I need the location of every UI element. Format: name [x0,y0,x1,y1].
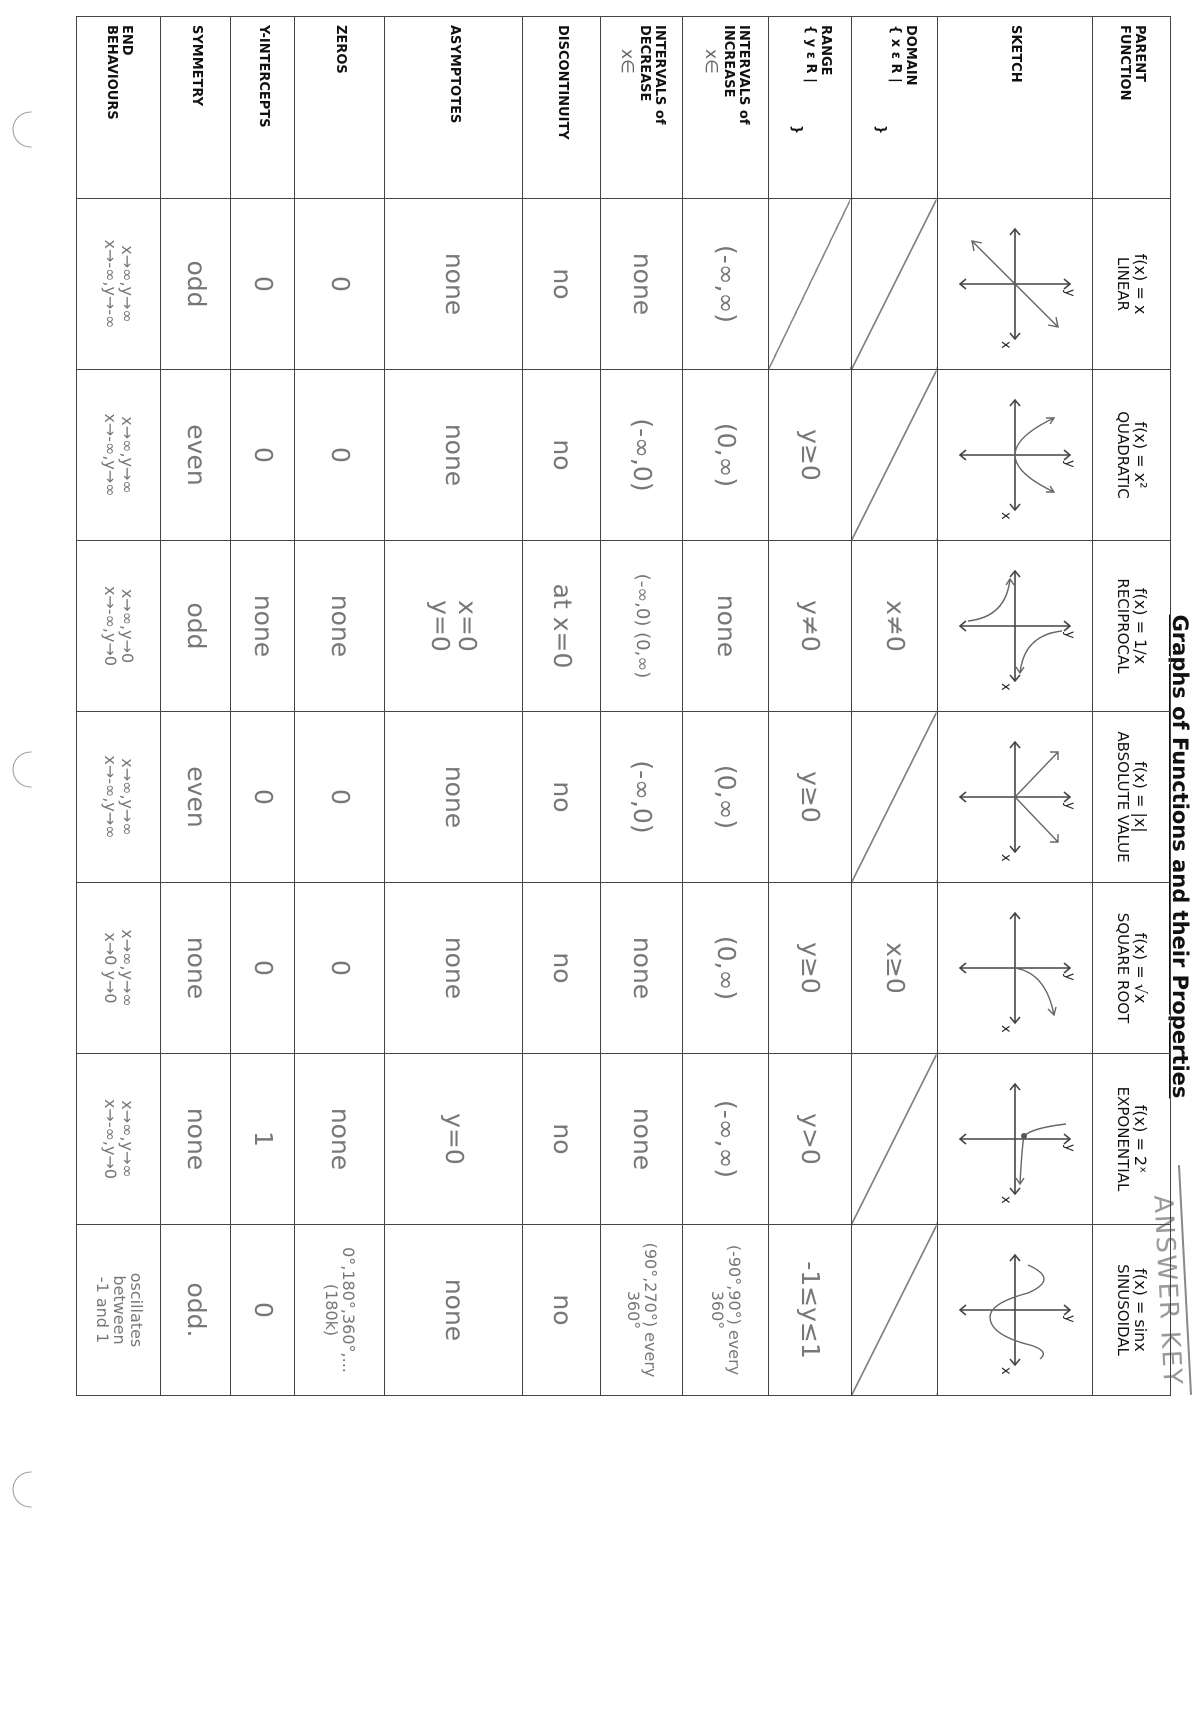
hole-punch-mark [13,112,32,148]
domain-row [852,17,938,1396]
decrease-cell: none [601,199,683,370]
domain-cell [852,199,938,370]
decrease-sin-text: (90°,270°) every 360° [624,1242,661,1378]
row-label-y-intercepts: Y-INTERCEPTS [231,17,295,199]
end-label-2: BEHAVIOURS [104,25,120,120]
range-cell: y≥0 [769,370,852,541]
domain-cell [852,712,938,883]
end-cell [77,541,161,712]
col-name: EXPONENTIAL [1113,1086,1132,1192]
discontinuity-cell: no [523,883,601,1054]
end-cell [77,370,161,541]
y-intercept-cell: 0 [231,883,295,1054]
asymptotes-recip-text: x=0 y=0 [426,600,482,652]
domain-close: } [873,125,889,135]
zeros-cell: 0 [295,712,385,883]
col-formula: f(x) = 2ˣ [1131,1104,1151,1174]
col-name: RECIPROCAL [1113,578,1132,674]
col-name: LINEAR [1113,256,1132,312]
end-line: x→∞,y→∞ [118,929,138,1007]
col-header-reciprocal [1093,541,1171,712]
end-cell [77,1054,161,1225]
decrease-cell [601,1225,683,1396]
symmetry-cell: odd [161,199,231,370]
range-cell [769,199,852,370]
end-line: -1 and 1 [93,1276,113,1344]
symmetry-cell: none [161,1054,231,1225]
x-axis-label: x [998,512,1013,520]
domain-cell [852,370,938,541]
col-formula: f(x) = sinx [1131,1268,1151,1352]
col-name: SINUSOIDAL [1113,1264,1132,1356]
asymptotes-cell: none [385,370,523,541]
col-header-sinusoidal [1093,1225,1171,1396]
col-header-quadratic [1093,370,1171,541]
y-intercept-cell: 0 [231,370,295,541]
decrease-recip-text: (-∞,0) (0,∞) [631,573,653,679]
range-set: { y ε R | [803,25,819,83]
domain-cell: x≥0 [852,883,938,1054]
decrease-hint: x∈ [617,49,638,74]
end-cell [77,883,161,1054]
sketch-quadratic [938,370,1093,541]
increase-cell: (-∞,∞) [683,199,769,370]
asymptotes-cell: y=0 [385,1054,523,1225]
corner-header [1093,17,1171,199]
row-label-range [769,17,852,199]
reciprocal-graph-icon [950,561,1080,691]
increase-cell: (-∞,∞) [683,1054,769,1225]
x-axis-label: x [998,1025,1013,1033]
end-label-1: END [119,25,135,56]
row-label-domain [852,17,938,199]
increase-row [683,17,769,1396]
asymptotes-cell: none [385,199,523,370]
zeros-cell: 0 [295,883,385,1054]
asymptotes-row [385,17,523,1396]
y-intercept-cell: 1 [231,1054,295,1225]
row-label-increase [683,17,769,199]
sketch-absolute-value [938,712,1093,883]
increase-cell [683,1225,769,1396]
x-axis-label: x [998,854,1013,862]
y-axis-label: y [1062,460,1077,468]
x-axis-label: x [998,341,1013,349]
range-cell: -1≤y≤1 [769,1225,852,1396]
end-cell [77,199,161,370]
end-line: x→-∞,y→∞ [101,755,121,839]
asymptotes-cell [385,541,523,712]
y-axis-label: y [1062,631,1077,639]
decrease-cell: (-∞,0) [601,712,683,883]
symmetry-cell: none [161,883,231,1054]
y-axis-label: y [1062,1315,1077,1323]
symmetry-row [161,17,231,1396]
zeros-cell: 0 [295,199,385,370]
range-close: } [788,125,804,135]
end-line: x→∞,y→∞ [118,416,138,494]
increase-label-1: INTERVALS of [736,25,752,125]
sketch-row [938,17,1093,1396]
asymptotes-cell: none [385,883,523,1054]
end-line: x→∞,y→∞ [118,245,138,323]
end-line: x→0 y→0 [101,932,121,1004]
sketch-linear [938,199,1093,370]
header-row [1093,17,1171,1396]
row-label-decrease [601,17,683,199]
end-cell [77,1225,161,1396]
domain-cell: x≠0 [852,541,938,712]
symmetry-cell: even [161,370,231,541]
discontinuity-cell: no [523,370,601,541]
x-axis-label: x [998,1196,1013,1204]
zeros-cell [295,1225,385,1396]
y-intercept-cell: none [231,541,295,712]
increase-sin-text: (-90°,90°) every 360° [708,1244,745,1376]
end-line: between [109,1275,129,1345]
increase-cell: (0,∞) [683,883,769,1054]
y-axis-label: y [1062,802,1077,810]
increase-cell: none [683,541,769,712]
y-axis-label: y [1062,289,1077,297]
zeros-cell: none [295,541,385,712]
col-formula: f(x) = x [1131,253,1151,315]
col-header-linear [1093,199,1171,370]
asymptotes-cell: none [385,1225,523,1396]
row-label-symmetry: SYMMETRY [161,17,231,199]
col-name: ABSOLUTE VALUE [1113,731,1132,863]
sinusoidal-graph-icon [950,1245,1080,1375]
y-intercepts-row [231,17,295,1396]
discontinuity-cell: no [523,1225,601,1396]
end-line: x→-∞,y→0 [101,1098,121,1180]
col-formula: f(x) = 1/x [1131,587,1151,665]
decrease-cell: (-∞,0) [601,370,683,541]
asymptotes-cell: none [385,712,523,883]
y-intercept-cell: 0 [231,712,295,883]
sketch-sinusoidal [938,1225,1093,1396]
answer-key-stamp: ANSWER KEY [1147,1194,1188,1388]
square-root-graph-icon [950,903,1080,1033]
y-axis-label: y [1062,1144,1077,1152]
end-behaviours-row [77,17,161,1396]
quadratic-graph-icon [950,390,1080,520]
domain-label: DOMAIN [902,25,918,86]
end-cell [77,712,161,883]
y-axis-label: y [1062,973,1077,981]
discontinuity-cell: no [523,712,601,883]
col-name: SQUARE ROOT [1113,912,1132,1024]
properties-table [76,16,1171,1396]
end-line: x→∞,y→∞ [118,758,138,836]
hole-punch-mark [13,1472,32,1508]
col-header-square-root [1093,883,1171,1054]
col-header-exponential [1093,1054,1171,1225]
discontinuity-cell: no [523,1054,601,1225]
y-intercept-cell: 0 [231,1225,295,1396]
end-line: x→∞,y→∞ [118,1100,138,1178]
range-label: RANGE [818,25,834,76]
end-line: x→-∞,y→0 [101,585,121,667]
domain-cell [852,1225,938,1396]
end-line: oscillates [126,1272,146,1348]
domain-set: { x ε R | [887,25,903,83]
y-intercept-cell: 0 [231,199,295,370]
discontinuity-row [523,17,601,1396]
x-axis-label: x [998,683,1013,691]
increase-label-2: INCREASE [721,25,737,98]
symmetry-cell: even [161,712,231,883]
linear-graph-icon [950,219,1080,349]
range-row [769,17,852,1396]
end-line: x→-∞,y→-∞ [101,239,121,329]
row-label-sketch: SKETCH [938,17,1093,199]
col-formula: f(x) = x² [1131,421,1151,489]
zeros-cell: none [295,1054,385,1225]
symmetry-cell: odd. [161,1225,231,1396]
row-label-end-behaviours [77,17,161,199]
zeros-row [295,17,385,1396]
row-label-asymptotes: ASYMPTOTES [385,17,523,199]
discontinuity-cell: no [523,199,601,370]
x-axis-label: x [998,1367,1013,1375]
range-cell: y≥0 [769,883,852,1054]
corner-label: PARENT FUNCTION [1117,25,1148,101]
col-formula: f(x) = √x [1131,932,1151,1004]
page-title: Graphs of Functions and their Properties [1168,614,1192,1099]
hole-punch-mark [13,752,32,788]
discontinuity-cell: at x=0 [523,541,601,712]
decrease-row [601,17,683,1396]
decrease-label-1: INTERVALS of [652,25,668,125]
decrease-cell: none [601,883,683,1054]
range-cell: y≠0 [769,541,852,712]
sketch-reciprocal [938,541,1093,712]
end-line: x→-∞,y→∞ [101,413,121,497]
increase-hint: x∈ [701,49,722,74]
col-header-absolute-value [1093,712,1171,883]
domain-cell [852,1054,938,1225]
col-name: QUADRATIC [1113,411,1132,499]
col-formula: f(x) = |x| [1131,761,1151,833]
decrease-cell: none [601,1054,683,1225]
symmetry-cell: odd [161,541,231,712]
range-cell: y>0 [769,1054,852,1225]
exponential-graph-icon [950,1074,1080,1204]
absolute-value-graph-icon [950,732,1080,862]
row-label-discontinuity: DISCONTINUITY [523,17,601,199]
increase-cell: (0,∞) [683,712,769,883]
decrease-label-2: DECREASE [637,25,653,102]
end-line: x→∞,y→0 [118,588,138,664]
sketch-square-root [938,883,1093,1054]
increase-cell: (0,∞) [683,370,769,541]
zeros-sin-text: 0°,180°,360°,... (180k) [322,1247,359,1373]
sketch-exponential [938,1054,1093,1225]
range-cell: y≥0 [769,712,852,883]
row-label-zeros: ZEROS [295,17,385,199]
decrease-cell [601,541,683,712]
zeros-cell: 0 [295,370,385,541]
